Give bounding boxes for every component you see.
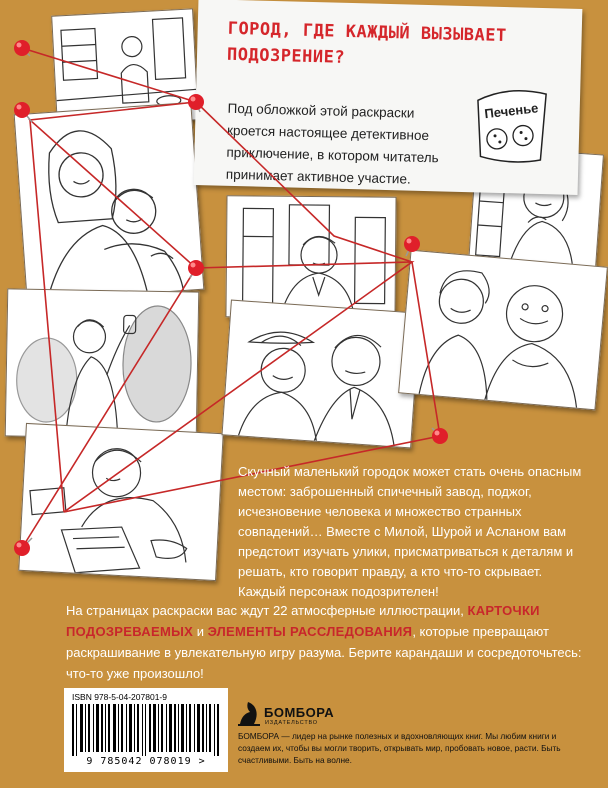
illustration-sleeping-boy (18, 423, 223, 581)
story-description: Скучный маленький городок может стать очень опасным местом: заброшенный спичечный завод, поджог, исчезновение человека и множество странных совпадений… Вместе с Милой, Шурой и Асланом вам предстоит изучать улики, присматриваться к деталям и решать, кто говорит правду, а кто что-то скрывает. Каждый персонаж подозрителен! (238, 464, 582, 599)
accent-suspect-cards: КАРТОЧКИ ПОДОЗРЕВАЕМЫХ (66, 603, 540, 639)
isbn-label: ISBN 978-5-04-207801-9 (72, 692, 167, 702)
cookie-pack-icon (470, 82, 552, 166)
accent-investigation-elements: ЭЛЕМЕНТЫ РАССЛЕДОВАНИЯ (207, 624, 413, 639)
features-part-1: На страницах раскраски вас ждут 22 атмосферные иллюстрации, (66, 603, 464, 618)
pushpin-1 (14, 40, 30, 56)
illustration-couple-hat (221, 300, 420, 449)
illustration-two-men (398, 250, 608, 411)
barcode-icon (72, 704, 220, 756)
sticky-note (194, 0, 583, 195)
pushpin-6 (432, 428, 448, 444)
bombora-wave-logo-icon (238, 700, 260, 726)
publisher-name: БОМБОРА (264, 705, 335, 720)
illustration-gesture-man (5, 288, 200, 439)
headline: ГОРОД, ГДЕ КАЖДЫЙ ВЫЗЫВАЕТ ПОДОЗРЕНИЕ? (226, 18, 508, 68)
cookie-label: Печенье (483, 100, 540, 122)
publisher-slogan: БОМБОРА — лидер на рынке полезных и вдохновляющих книг. Мы любим книги и создаем их, чтобы вы могли творить, открывать мир, пробовать новое, расти. Быть счастливыми. Быть на волне. (238, 731, 561, 765)
publisher-subtitle: ИЗДАТЕЛЬСТВО (265, 720, 318, 726)
illustration-woman-boy (14, 102, 205, 302)
ean-digits: 9 785042 078019 > (86, 756, 206, 767)
features-description (66, 600, 586, 684)
features-and: и (193, 624, 208, 639)
features-part-2: , которые превращают раскрашивание в увлекательную игру разума. Берите карандаши и сосредоточьтесь: что-то уже произошло! (66, 624, 582, 681)
isbn-barcode (64, 688, 228, 772)
intro-text: Под обложкой этой раскраски кроется настоящее детективное приключение, в котором читатель принимает активное участие. (225, 100, 439, 187)
